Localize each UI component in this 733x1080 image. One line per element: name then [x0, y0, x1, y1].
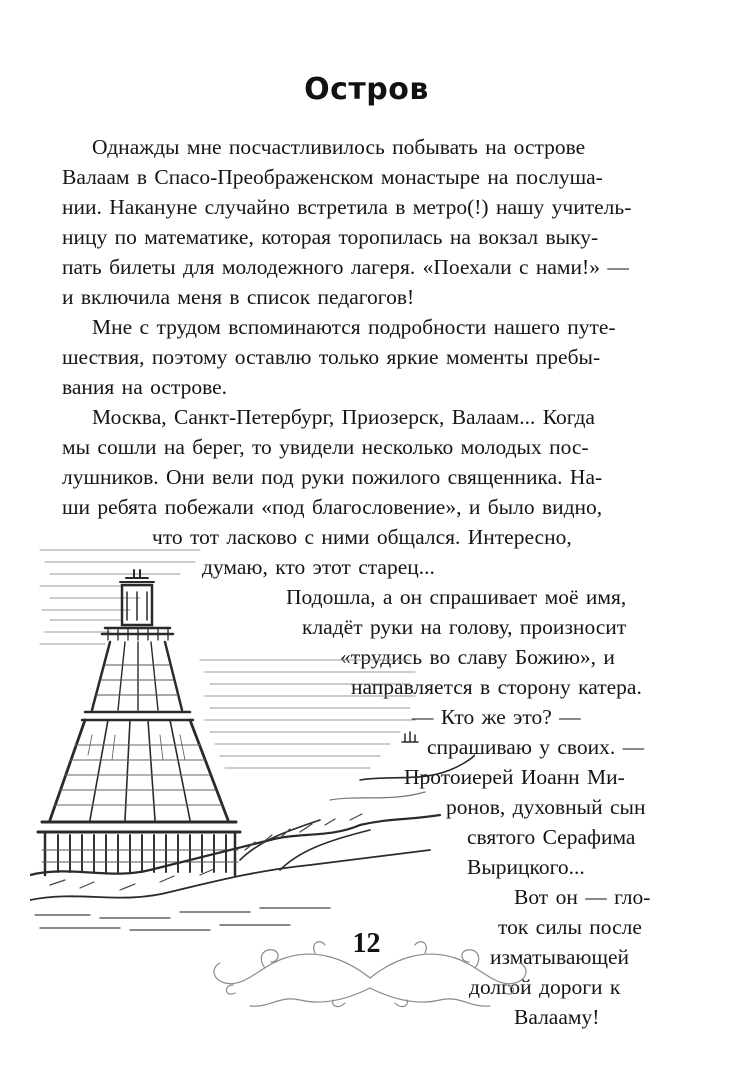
text-line: направляется в сторону катера.: [351, 675, 642, 699]
text-line: нии. Накануне случайно встретила в метро(!) нашу учитель-: [62, 195, 632, 219]
text-line: изматывающей: [490, 945, 630, 969]
text-line: думаю, кто этот старец...: [202, 555, 435, 579]
text-line: ницу по математике, которая торопилась на вокзал выку-: [62, 225, 599, 249]
text-line: спрашиваю у своих. —: [427, 735, 645, 759]
text-line: и включила меня в список педагогов!: [62, 285, 415, 309]
text-line: долгой дороги к: [469, 975, 621, 999]
text-line: кладёт руки на голову, произносит: [302, 615, 627, 639]
text-line: Валааму!: [514, 1005, 600, 1029]
text-line: ронов, духовный сын: [446, 795, 646, 819]
text-line: Вырицкого...: [467, 855, 585, 879]
text-line: мы сошли на берег, то увидели несколько молодых пос-: [62, 435, 589, 459]
text-line: лушников. Они вели под руки пожилого священника. На-: [62, 465, 603, 489]
lighthouse-illustration: [30, 520, 475, 940]
text-line: Вот он — гло-: [514, 885, 651, 909]
text-line: пать билеты для молодежного лагеря. «Поехали с нами!» —: [62, 255, 629, 279]
text-line: шествия, поэтому оставлю только яркие моменты пребы-: [62, 345, 601, 369]
text-line: Мне с трудом вспоминаются подробности нашего путе-: [92, 315, 616, 339]
page-title: Остров: [304, 72, 429, 107]
text-line: ши ребята побежали «под благословение», и было видно,: [62, 495, 603, 519]
text-line: — Кто же это? —: [412, 705, 581, 729]
page-number: 12: [352, 928, 381, 959]
text-line: Однажды мне посчастливилось побывать на острове: [92, 135, 586, 159]
text-line: Валаам в Спасо-Преображенском монастыре на послуша-: [62, 165, 603, 189]
text-line: «трудись во славу Божию», и: [340, 645, 615, 669]
text-line: Протоиерей Иоанн Ми-: [404, 765, 625, 789]
text-line: Москва, Санкт-Петербург, Приозерск, Валаам... Когда: [92, 405, 595, 429]
text-line: ток силы после: [498, 915, 642, 939]
text-line: святого Серафима: [467, 825, 636, 849]
text-line: что тот ласково с ними общался. Интересно,: [152, 525, 572, 549]
text-line: Подошла, а он спрашивает моё имя,: [286, 585, 627, 609]
text-line: вания на острове.: [62, 375, 228, 399]
